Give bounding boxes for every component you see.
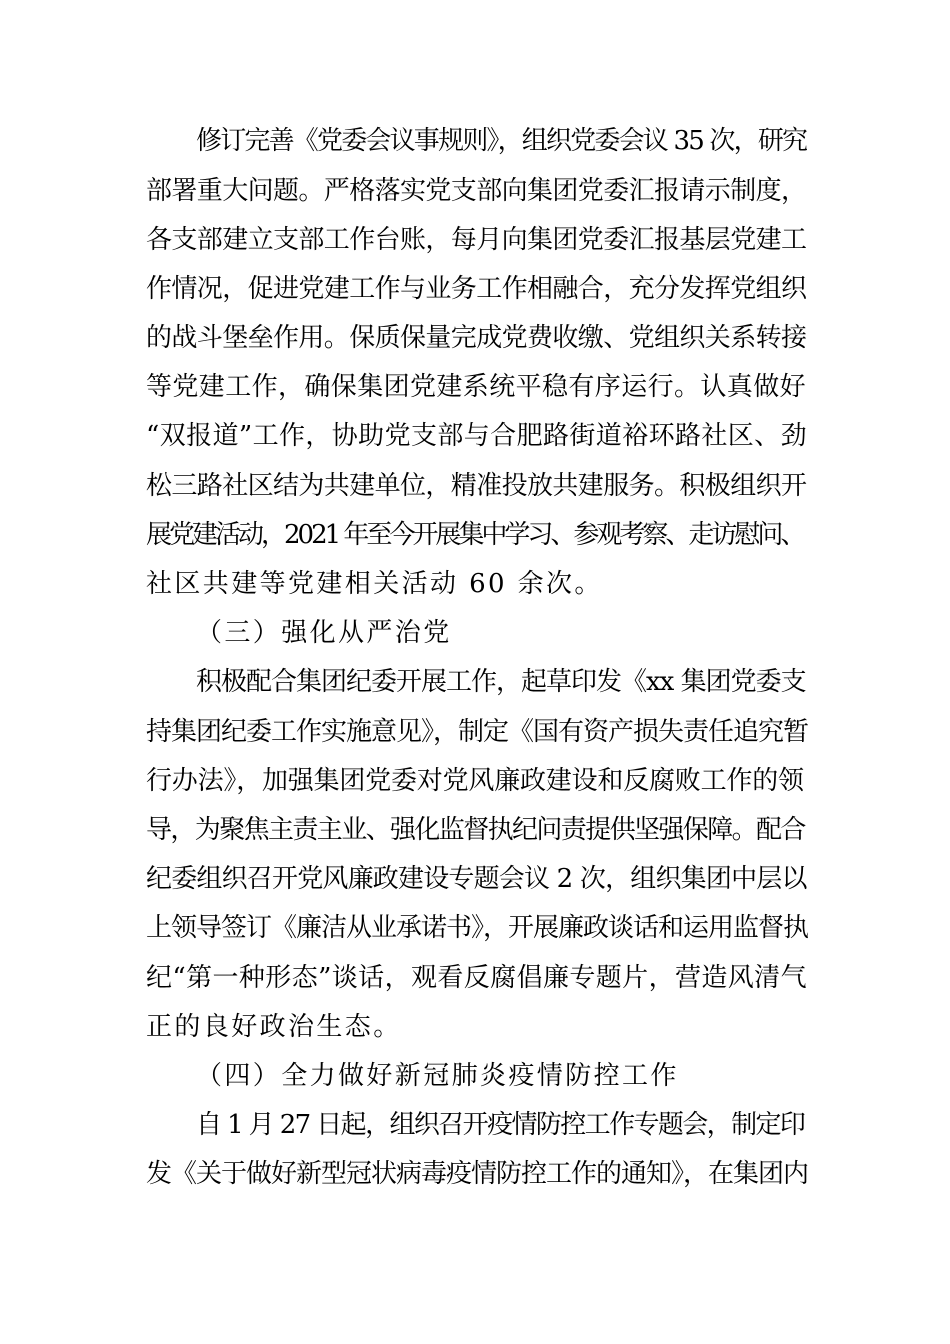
body-line: 等党建工作，确保集团党建系统平稳有序运行。认真做好 [146, 372, 807, 402]
body-line: 上领导签订《廉洁从业承诺书》，开展廉政谈话和运用监督执 [146, 913, 809, 943]
body-line: 自 1 月 27 日起，组织召开疫情防控工作专题会，制定印 [196, 1110, 805, 1140]
body-line: 纪“第一种形态”谈话，观看反腐倡廉专题片，营造风清气 [146, 963, 807, 993]
body-line: 各支部建立支部工作台账，每月向集团党委汇报基层党建工 [146, 225, 807, 255]
section-heading: （三）强化从严治党 [196, 618, 452, 648]
body-line: 发《关于做好新型冠状病毒疫情防控工作的通知》，在集团内 [146, 1159, 809, 1189]
body-line: 正的良好政治生态。 [146, 1012, 402, 1042]
body-line: 的战斗堡垒作用。保质保量完成党费收缴、党组织关系转接 [146, 323, 807, 353]
body-line: 部署重大问题。严格落实党支部向集团党委汇报请示制度， [146, 176, 807, 206]
body-line: 松三路社区结为共建单位，精准投放共建服务。积极组织开 [146, 471, 807, 501]
body-line: 持集团纪委工作实施意见》，制定《国有资产损失责任追究暂 [146, 717, 809, 747]
body-line: 作情况，促进党建工作与业务工作相融合，充分发挥党组织 [146, 274, 807, 304]
body-line: 修订完善《党委会议事规则》，组织党委会议 35 次，研究 [196, 126, 807, 156]
section-heading: （四）全力做好新冠肺炎疫情防控工作 [196, 1061, 679, 1091]
body-line: 社区共建等党建相关活动 60 余次。 [146, 569, 603, 599]
body-line: 导，为聚焦主责主业、强化监督执纪问责提供坚强保障。配合 [146, 815, 805, 845]
body-line: 纪委组织召开党风廉政建设专题会议 2 次，组织集团中层以 [146, 864, 807, 894]
body-line: “双报道”工作，协助党支部与合肥路街道裕环路社区、劲 [146, 421, 807, 451]
body-line: 展党建活动，2021 年至今开展集中学习、参观考察、走访慰问、 [146, 520, 804, 550]
body-line: 积极配合集团纪委开展工作，起草印发《xx 集团党委支 [196, 667, 806, 697]
body-line: 行办法》，加强集团党委对党风廉政建设和反腐败工作的领 [146, 766, 804, 796]
